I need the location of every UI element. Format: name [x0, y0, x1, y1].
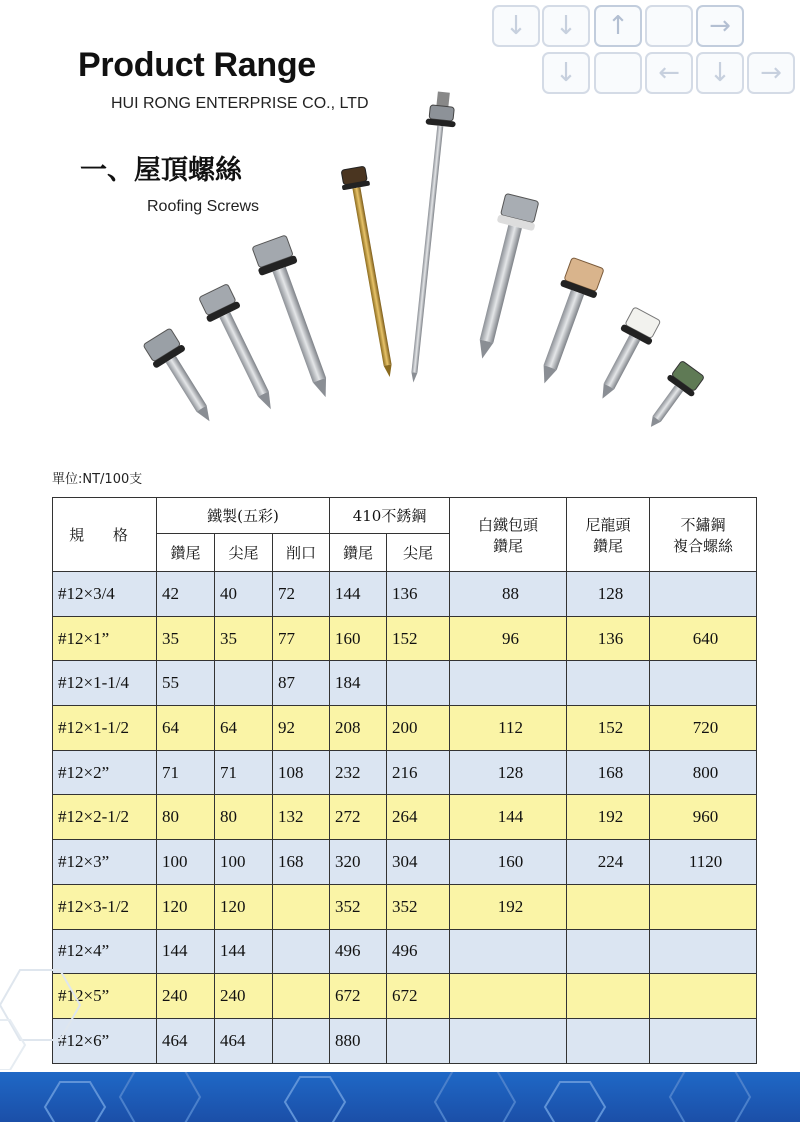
- price-cell: 64: [157, 706, 215, 751]
- table-row: [53, 840, 757, 885]
- screw-4: [339, 166, 403, 380]
- price-cell: [567, 974, 650, 1019]
- price-cell: 71: [157, 750, 215, 795]
- price-cell: 720: [650, 706, 757, 751]
- spec-cell: #12×3/4: [53, 572, 157, 617]
- price-cell: 672: [330, 974, 387, 1019]
- price-cell: [215, 661, 273, 706]
- price-cell: 184: [330, 661, 387, 706]
- price-cell: 80: [157, 795, 215, 840]
- spec-header: 規 格: [53, 498, 157, 572]
- screw-9: [638, 359, 706, 436]
- price-cell: 304: [387, 840, 450, 885]
- price-cell: 120: [215, 884, 273, 929]
- price-cell: 136: [567, 616, 650, 661]
- table-row: [53, 974, 757, 1019]
- table-row: [53, 795, 757, 840]
- price-cell: [567, 884, 650, 929]
- screw-3: [250, 234, 344, 404]
- unit-label: 單位:NT/100支: [52, 472, 143, 487]
- price-cell: 192: [567, 795, 650, 840]
- price-cell: 35: [215, 616, 273, 661]
- table-row: [53, 706, 757, 751]
- price-cell: 352: [387, 884, 450, 929]
- price-cell: 132: [273, 795, 330, 840]
- price-cell: [450, 661, 567, 706]
- price-cell: 160: [450, 840, 567, 885]
- price-cell: 232: [330, 750, 387, 795]
- footer-band: [0, 1072, 800, 1122]
- arrow-up-icon: ↑: [594, 5, 642, 47]
- sub-header-drill: 鑽尾: [157, 534, 215, 572]
- arrow-down-icon: ↓: [492, 5, 540, 47]
- price-cell: 240: [157, 974, 215, 1019]
- spec-cell: #12×4”: [53, 929, 157, 974]
- price-cell: [650, 974, 757, 1019]
- price-cell: 224: [567, 840, 650, 885]
- sub-header-410-drill: 鑽尾: [330, 534, 387, 572]
- price-cell: [650, 1018, 757, 1063]
- price-cell: 100: [215, 840, 273, 885]
- price-cell: 144: [330, 572, 387, 617]
- price-cell: 800: [650, 750, 757, 795]
- price-cell: 112: [450, 706, 567, 751]
- price-cell: 71: [215, 750, 273, 795]
- sub-header-410-sharp: 尖尾: [387, 534, 450, 572]
- company-name: HUI RONG ENTERPRISE CO., LTD: [111, 95, 369, 112]
- price-cell: [273, 1018, 330, 1063]
- sub-header-sharp: 尖尾: [215, 534, 273, 572]
- price-cell: 320: [330, 840, 387, 885]
- price-cell: [450, 929, 567, 974]
- price-cell: 960: [650, 795, 757, 840]
- arrow-right-icon: →: [747, 52, 795, 94]
- price-cell: 464: [215, 1018, 273, 1063]
- table-row: [53, 1018, 757, 1063]
- table-row: [53, 661, 757, 706]
- tin-head-line1: 白鐵包頭: [478, 515, 539, 534]
- tin-head-line2: 鑽尾: [493, 536, 524, 555]
- price-cell: 640: [650, 616, 757, 661]
- price-cell: 72: [273, 572, 330, 617]
- price-cell: 152: [387, 616, 450, 661]
- price-cell: 144: [215, 929, 273, 974]
- price-cell: 880: [330, 1018, 387, 1063]
- spec-cell: #12×1-1/4: [53, 661, 157, 706]
- nylon-head-line2: 鑽尾: [593, 536, 624, 555]
- spec-cell: #12×1”: [53, 616, 157, 661]
- section-title-en: Roofing Screws: [147, 198, 260, 215]
- price-cell: [650, 929, 757, 974]
- price-cell: 464: [157, 1018, 215, 1063]
- table-row: [53, 616, 757, 661]
- spec-cell: #12×2-1/2: [53, 795, 157, 840]
- price-cell: 168: [273, 840, 330, 885]
- price-cell: 240: [215, 974, 273, 1019]
- price-cell: 128: [567, 572, 650, 617]
- blank-tile: [645, 5, 693, 47]
- table-row: [53, 884, 757, 929]
- price-cell: 96: [450, 616, 567, 661]
- spec-cell: #12×3”: [53, 840, 157, 885]
- arrow-down-icon: ↓: [542, 5, 590, 47]
- roofing-screws-image: [120, 80, 720, 440]
- spec-cell: #12×1-1/2: [53, 706, 157, 751]
- price-cell: 42: [157, 572, 215, 617]
- tin-head-header: [450, 498, 567, 572]
- page-title: Product Range: [78, 46, 316, 84]
- stainless-composite-line1: 不鏽鋼: [680, 515, 726, 534]
- price-cell: [567, 1018, 650, 1063]
- table-row: [53, 929, 757, 974]
- screw-5: [398, 91, 458, 385]
- price-cell: [273, 974, 330, 1019]
- iron-group-header: 鐵製(五彩): [157, 498, 330, 534]
- price-cell: 120: [157, 884, 215, 929]
- price-cell: 35: [157, 616, 215, 661]
- sub-header-cut: 削口: [273, 534, 330, 572]
- price-cell: 64: [215, 706, 273, 751]
- price-cell: 216: [387, 750, 450, 795]
- price-cell: 136: [387, 572, 450, 617]
- screw-6: [464, 193, 541, 363]
- price-cell: [387, 1018, 450, 1063]
- price-cell: 88: [450, 572, 567, 617]
- price-cell: 80: [215, 795, 273, 840]
- price-cell: [450, 974, 567, 1019]
- arrow-down-icon: ↓: [542, 52, 590, 94]
- price-cell: [650, 572, 757, 617]
- stainless410-group-header: 410不銹鋼: [330, 498, 450, 534]
- price-cell: 352: [330, 884, 387, 929]
- footer-hexagon-pattern-icon: [0, 1072, 800, 1122]
- price-cell: 40: [215, 572, 273, 617]
- price-cell: [450, 1018, 567, 1063]
- price-cell: 208: [330, 706, 387, 751]
- price-cell: [273, 929, 330, 974]
- spec-cell: #12×5”: [53, 974, 157, 1019]
- price-cell: 192: [450, 884, 567, 929]
- price-cell: [567, 661, 650, 706]
- price-cell: 168: [567, 750, 650, 795]
- price-cell: [387, 661, 450, 706]
- screw-8: [587, 306, 662, 407]
- price-cell: 128: [450, 750, 567, 795]
- price-cell: 144: [450, 795, 567, 840]
- stainless-composite-header: [650, 498, 757, 572]
- price-cell: 108: [273, 750, 330, 795]
- price-table: [52, 497, 757, 1064]
- spec-cell: #12×6”: [53, 1018, 157, 1063]
- price-cell: 272: [330, 795, 387, 840]
- price-cell: 87: [273, 661, 330, 706]
- price-cell: 672: [387, 974, 450, 1019]
- table-row: [53, 572, 757, 617]
- price-cell: [273, 884, 330, 929]
- price-cell: 144: [157, 929, 215, 974]
- nylon-head-line1: 尼龍頭: [585, 515, 631, 534]
- price-cell: 77: [273, 616, 330, 661]
- screw-1: [141, 327, 225, 431]
- arrow-right-icon: →: [696, 5, 744, 47]
- price-cell: [650, 884, 757, 929]
- spec-cell: #12×3-1/2: [53, 884, 157, 929]
- arrow-left-icon: ←: [645, 52, 693, 94]
- table-row: [53, 750, 757, 795]
- hexagon-decor-icon: [0, 960, 140, 1070]
- price-cell: 100: [157, 840, 215, 885]
- price-cell: 1120: [650, 840, 757, 885]
- screw-2: [197, 283, 287, 417]
- stainless-composite-line2: 複合螺絲: [673, 536, 734, 555]
- price-cell: 160: [330, 616, 387, 661]
- price-cell: 496: [387, 929, 450, 974]
- spec-cell: #12×2”: [53, 750, 157, 795]
- price-cell: [650, 661, 757, 706]
- price-cell: 496: [330, 929, 387, 974]
- price-cell: [567, 929, 650, 974]
- price-cell: 264: [387, 795, 450, 840]
- price-cell: 92: [273, 706, 330, 751]
- screw-7: [527, 257, 606, 390]
- price-cell: 152: [567, 706, 650, 751]
- arrow-down-icon: ↓: [696, 52, 744, 94]
- section-title-cn: 一、屋頂螺絲: [80, 155, 242, 186]
- nylon-head-header: [567, 498, 650, 572]
- price-cell: 55: [157, 661, 215, 706]
- price-cell: 200: [387, 706, 450, 751]
